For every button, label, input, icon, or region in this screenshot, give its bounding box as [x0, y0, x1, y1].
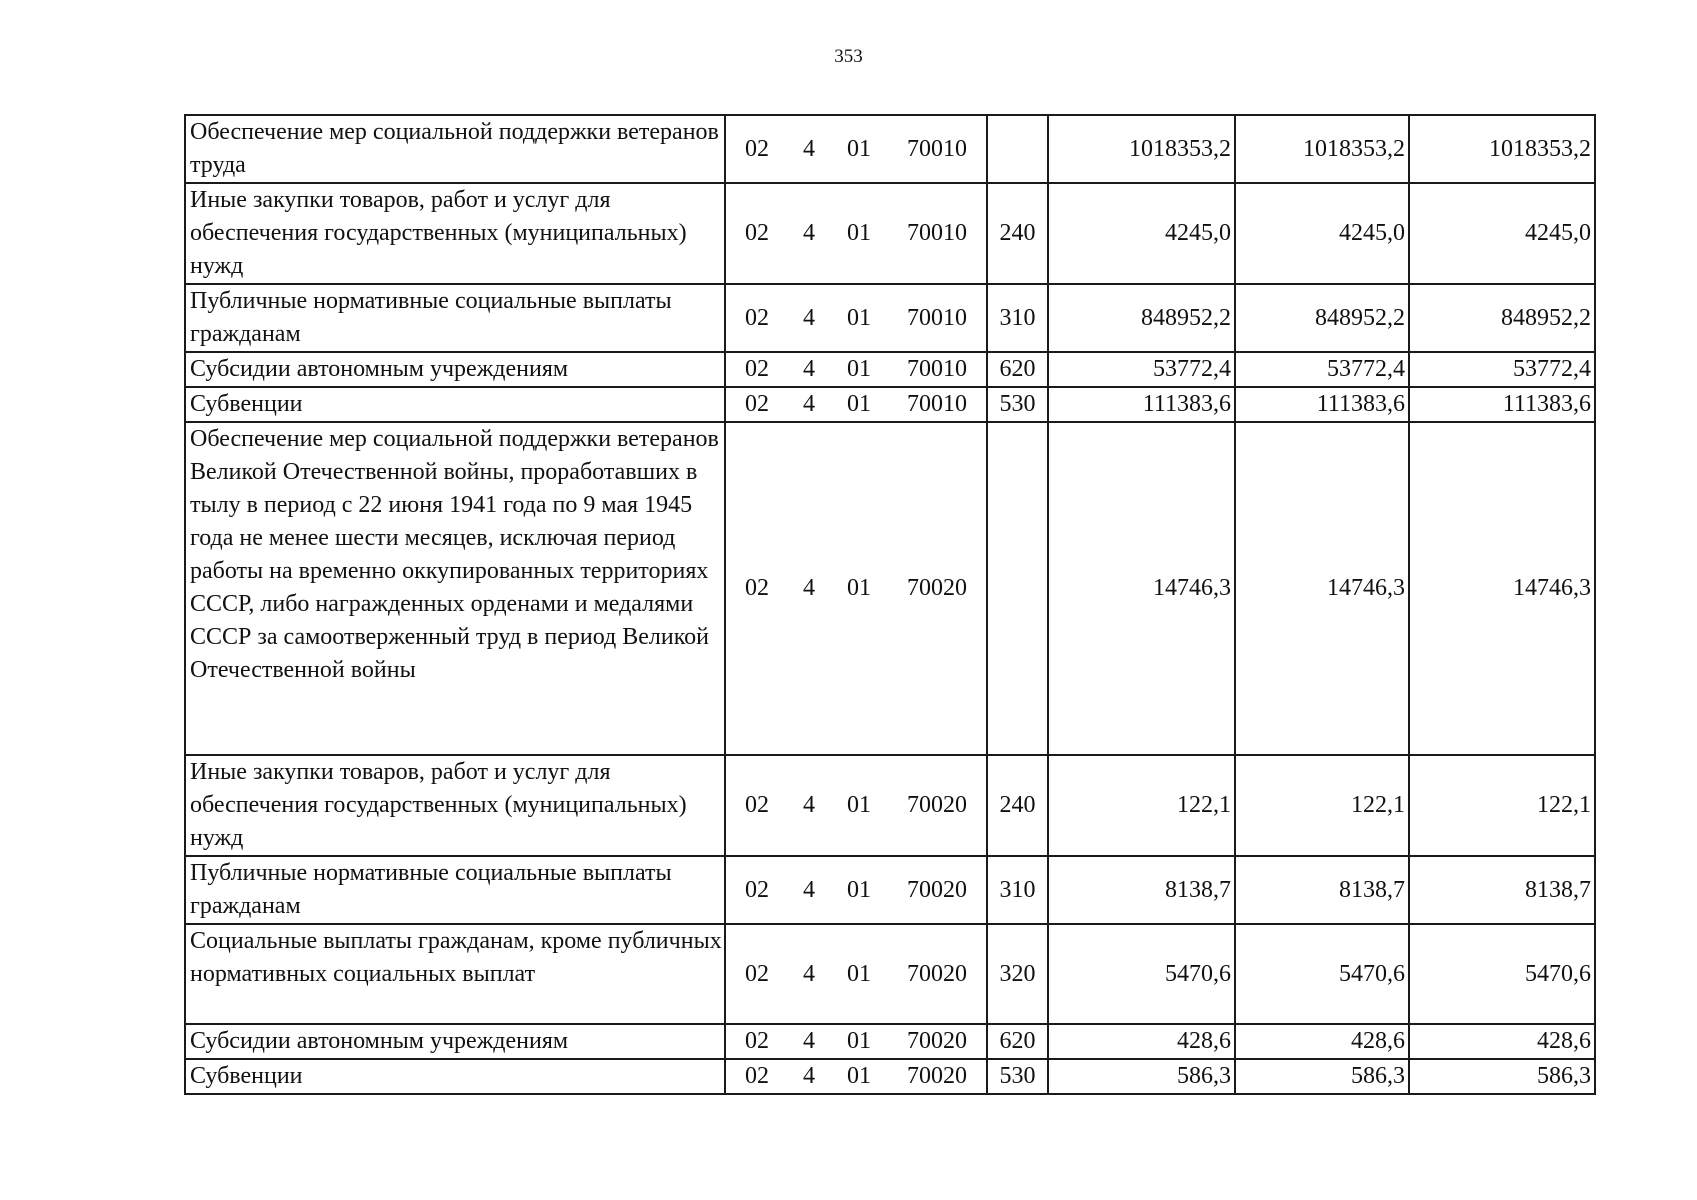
row-codes-cell [725, 1059, 987, 1094]
row-name-cell: Иные закупки товаров, работ и услуг для обеспечения государственных (муниципальных) нужд [185, 183, 725, 284]
amount-year1-cell: 586,3 [1048, 1059, 1235, 1094]
table-row [185, 924, 1595, 1024]
amount-year3-cell: 586,3 [1409, 1059, 1595, 1094]
subprogram-code: 01 [847, 1028, 871, 1054]
amount-year2-cell: 8138,7 [1235, 856, 1409, 924]
section-code: 02 [745, 135, 769, 162]
table-row [185, 183, 1595, 284]
row-codes-cell [725, 1024, 987, 1059]
amount-year2-cell: 4245,0 [1235, 183, 1409, 284]
program-code: 4 [803, 304, 815, 331]
row-name-cell: Обеспечение мер социальной поддержки ветеранов труда [185, 115, 725, 183]
table-row [185, 856, 1595, 924]
subprogram-code: 01 [847, 876, 871, 903]
amount-year2-cell: 848952,2 [1235, 284, 1409, 352]
amount-year1-cell: 8138,7 [1048, 856, 1235, 924]
row-name-cell: Иные закупки товаров, работ и услуг для обеспечения государственных (муниципальных) нужд [185, 755, 725, 856]
row-name-cell: Публичные нормативные социальные выплаты гражданам [185, 284, 725, 352]
section-code: 02 [745, 304, 769, 331]
target-code: 70020 [907, 876, 967, 903]
row-name-cell: Субсидии автономным учреждениям [185, 1024, 725, 1059]
table-row [185, 284, 1595, 352]
amount-year2-cell: 586,3 [1235, 1059, 1409, 1094]
expense-type-cell: 310 [987, 856, 1048, 924]
page-number: 353 [834, 46, 863, 67]
subprogram-code: 01 [847, 575, 871, 601]
amount-year2-cell: 122,1 [1235, 755, 1409, 856]
target-code: 70020 [907, 1063, 967, 1089]
amount-year3-cell: 122,1 [1409, 755, 1595, 856]
amount-year1-cell: 428,6 [1048, 1024, 1235, 1059]
program-code: 4 [803, 391, 815, 417]
amount-year1-cell: 53772,4 [1048, 352, 1235, 387]
subprogram-code: 01 [847, 356, 871, 382]
program-code: 4 [803, 356, 815, 382]
program-code: 4 [803, 1063, 815, 1089]
subprogram-code: 01 [847, 792, 871, 818]
section-code: 02 [745, 1028, 769, 1054]
table-row [185, 755, 1595, 856]
expense-type-cell: 530 [987, 1059, 1048, 1094]
amount-year2-cell: 5470,6 [1235, 924, 1409, 1024]
amount-year1-cell: 122,1 [1048, 755, 1235, 856]
section-code: 02 [745, 876, 769, 903]
expense-type-cell [987, 115, 1048, 183]
expense-type-cell: 620 [987, 352, 1048, 387]
amount-year3-cell: 111383,6 [1409, 387, 1595, 422]
table-row [185, 115, 1595, 183]
program-code: 4 [803, 792, 815, 818]
row-name-cell: Субвенции [185, 387, 725, 422]
subprogram-code: 01 [847, 220, 871, 246]
program-code: 4 [803, 135, 815, 162]
section-code: 02 [745, 1063, 769, 1089]
table-row [185, 352, 1595, 387]
amount-year1-cell: 5470,6 [1048, 924, 1235, 1024]
target-code: 70020 [907, 575, 967, 601]
row-codes-cell [725, 115, 987, 183]
amount-year2-cell: 111383,6 [1235, 387, 1409, 422]
section-code: 02 [745, 356, 769, 382]
budget-table-body [185, 115, 1595, 1094]
row-name-cell: Социальные выплаты гражданам, кроме публичных нормативных социальных выплат [185, 924, 725, 1024]
expense-type-cell [987, 422, 1048, 755]
expense-type-cell: 240 [987, 183, 1048, 284]
section-code: 02 [745, 960, 769, 987]
target-code: 70010 [907, 391, 967, 417]
budget-table [184, 114, 1596, 1095]
amount-year1-cell: 848952,2 [1048, 284, 1235, 352]
subprogram-code: 01 [847, 304, 871, 331]
amount-year3-cell: 848952,2 [1409, 284, 1595, 352]
row-codes-cell [725, 856, 987, 924]
subprogram-code: 01 [847, 391, 871, 417]
amount-year3-cell: 4245,0 [1409, 183, 1595, 284]
amount-year1-cell: 4245,0 [1048, 183, 1235, 284]
section-code: 02 [745, 792, 769, 818]
expense-type-cell: 310 [987, 284, 1048, 352]
program-code: 4 [803, 876, 815, 903]
subprogram-code: 01 [847, 1063, 871, 1089]
amount-year3-cell: 8138,7 [1409, 856, 1595, 924]
amount-year2-cell: 428,6 [1235, 1024, 1409, 1059]
expense-type-cell: 530 [987, 387, 1048, 422]
row-codes-cell [725, 352, 987, 387]
amount-year3-cell: 14746,3 [1409, 422, 1595, 755]
amount-year2-cell: 1018353,2 [1235, 115, 1409, 183]
expense-type-cell: 620 [987, 1024, 1048, 1059]
amount-year3-cell: 1018353,2 [1409, 115, 1595, 183]
section-code: 02 [745, 391, 769, 417]
program-code: 4 [803, 960, 815, 987]
row-codes-cell [725, 387, 987, 422]
program-code: 4 [803, 1028, 815, 1054]
amount-year3-cell: 5470,6 [1409, 924, 1595, 1024]
row-name-cell: Субсидии автономным учреждениям [185, 352, 725, 387]
amount-year3-cell: 53772,4 [1409, 352, 1595, 387]
target-code: 70010 [907, 135, 967, 162]
target-code: 70010 [907, 304, 967, 331]
table-row [185, 1024, 1595, 1059]
table-row [185, 387, 1595, 422]
amount-year1-cell: 1018353,2 [1048, 115, 1235, 183]
amount-year2-cell: 14746,3 [1235, 422, 1409, 755]
target-code: 70010 [907, 356, 967, 382]
row-codes-cell [725, 924, 987, 1024]
target-code: 70020 [907, 960, 967, 987]
subprogram-code: 01 [847, 135, 871, 162]
expense-type-cell: 320 [987, 924, 1048, 1024]
row-codes-cell [725, 422, 987, 755]
amount-year2-cell: 53772,4 [1235, 352, 1409, 387]
table-row [185, 1059, 1595, 1094]
amount-year1-cell: 14746,3 [1048, 422, 1235, 755]
table-row [185, 422, 1595, 755]
row-name-cell: Субвенции [185, 1059, 725, 1094]
target-code: 70020 [907, 1028, 967, 1054]
row-codes-cell [725, 183, 987, 284]
row-codes-cell [725, 284, 987, 352]
subprogram-code: 01 [847, 960, 871, 987]
row-codes-cell [725, 755, 987, 856]
target-code: 70010 [907, 220, 967, 246]
row-name-cell: Публичные нормативные социальные выплаты гражданам [185, 856, 725, 924]
section-code: 02 [745, 220, 769, 246]
row-name-cell: Обеспечение мер социальной поддержки ветеранов Великой Отечественной войны, проработавших в тылу в период с 22 июня 1941 года по 9 мая 1945 года не менее шести месяцев, исключая период работы на временно оккупированных территориях СССР, либо награжденных орденами и медалями СССР за самоотверженный труд в период Великой Отечественной войны [185, 422, 725, 755]
program-code: 4 [803, 575, 815, 601]
amount-year3-cell: 428,6 [1409, 1024, 1595, 1059]
program-code: 4 [803, 220, 815, 246]
amount-year1-cell: 111383,6 [1048, 387, 1235, 422]
target-code: 70020 [907, 792, 967, 818]
section-code: 02 [745, 575, 769, 601]
expense-type-cell: 240 [987, 755, 1048, 856]
